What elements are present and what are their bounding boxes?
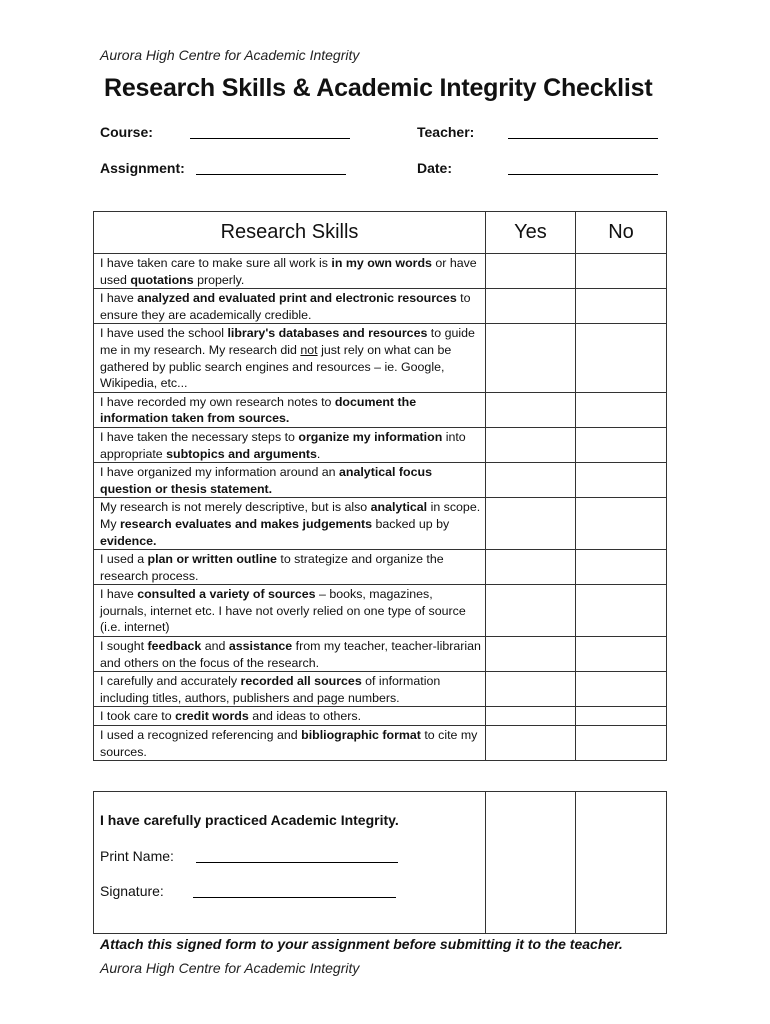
assignment-label: Assignment: (100, 160, 185, 176)
no-cell-6[interactable] (576, 463, 667, 498)
attach-instruction: Attach this signed form to your assignment before submitting it to the teacher. (100, 936, 623, 952)
table-row (94, 254, 667, 289)
no-cell-11[interactable] (576, 672, 667, 707)
teacher-label: Teacher: (417, 124, 475, 140)
skill-item-11: I carefully and accurately recorded all sources of information including titles, authors, publishers and page numbers. (94, 672, 486, 707)
no-cell-13[interactable] (576, 726, 667, 761)
print-name-field[interactable] (196, 862, 398, 863)
date-label: Date: (417, 160, 453, 176)
no-cell-3[interactable] (576, 324, 667, 392)
date-field[interactable] (508, 174, 658, 175)
yes-cell-12[interactable] (486, 707, 576, 726)
integrity-yes-cell[interactable] (486, 792, 576, 934)
table-row (94, 324, 667, 392)
skill-item-4: I have recorded my own research notes to document the information taken from sources. (94, 392, 486, 427)
yes-cell-10[interactable] (486, 637, 576, 672)
signature-field[interactable] (193, 897, 396, 898)
table-row (94, 427, 667, 462)
table-row (94, 672, 667, 707)
teacher-field[interactable] (508, 138, 658, 139)
header-yes: Yes (486, 212, 576, 254)
course-field[interactable] (190, 138, 350, 139)
skill-item-3: I have used the school library's databases and resources to guide me in my research. My research did not just rely on what can be gathered by public search engines and resources – ie. Google, Wikipedia, etc... (94, 324, 486, 392)
yes-cell-4[interactable] (486, 392, 576, 427)
assignment-field[interactable] (196, 174, 346, 175)
organization-header: Aurora High Centre for Academic Integrity (100, 47, 360, 63)
course-label: Course: (100, 124, 153, 140)
yes-cell-7[interactable] (486, 498, 576, 550)
signature-label: Signature: (100, 883, 164, 899)
integrity-statement-cell (94, 792, 486, 934)
skill-item-7: My research is not merely descriptive, but is also analytical in scope. My research evaluates and makes judgements backed up by evidence. (94, 498, 486, 550)
no-cell-2[interactable] (576, 289, 667, 324)
skill-item-9: I have consulted a variety of sources – books, magazines, journals, internet etc. I have not overly relied on one type of source (i.e. internet) (94, 585, 486, 637)
no-cell-1[interactable] (576, 254, 667, 289)
yes-cell-6[interactable] (486, 463, 576, 498)
skill-item-5: I have taken the necessary steps to organize my information into appropriate subtopics and arguments. (94, 427, 486, 462)
yes-cell-9[interactable] (486, 585, 576, 637)
skill-item-8: I used a plan or written outline to strategize and organize the research process. (94, 550, 486, 585)
yes-cell-13[interactable] (486, 726, 576, 761)
skill-item-2: I have analyzed and evaluated print and electronic resources to ensure they are academically credible. (94, 289, 486, 324)
organization-footer: Aurora High Centre for Academic Integrity (100, 960, 360, 976)
skill-item-13: I used a recognized referencing and bibliographic format to cite my sources. (94, 726, 486, 761)
table-row (94, 550, 667, 585)
table-row (94, 289, 667, 324)
yes-cell-5[interactable] (486, 427, 576, 462)
table-header-row (94, 212, 667, 254)
no-cell-10[interactable] (576, 637, 667, 672)
table-row (94, 463, 667, 498)
yes-cell-3[interactable] (486, 324, 576, 392)
table-row (94, 726, 667, 761)
yes-cell-2[interactable] (486, 289, 576, 324)
print-name-label: Print Name: (100, 848, 174, 864)
skill-item-6: I have organized my information around an analytical focus question or thesis statement. (94, 463, 486, 498)
no-cell-12[interactable] (576, 707, 667, 726)
yes-cell-1[interactable] (486, 254, 576, 289)
no-cell-8[interactable] (576, 550, 667, 585)
skill-item-12: I took care to credit words and ideas to others. (94, 707, 486, 726)
table-row (94, 637, 667, 672)
no-cell-7[interactable] (576, 498, 667, 550)
no-cell-4[interactable] (576, 392, 667, 427)
skill-item-1: I have taken care to make sure all work is in my own words or have used quotations properly. (94, 254, 486, 289)
page-title: Research Skills & Academic Integrity Checklist (104, 74, 653, 102)
table-row (94, 392, 667, 427)
no-cell-5[interactable] (576, 427, 667, 462)
integrity-statement: I have carefully practiced Academic Integrity. (100, 812, 399, 828)
yes-cell-8[interactable] (486, 550, 576, 585)
skill-item-10: I sought feedback and assistance from my teacher, teacher-librarian and others on the focus of the research. (94, 637, 486, 672)
table-row (94, 707, 667, 726)
no-cell-9[interactable] (576, 585, 667, 637)
integrity-no-cell[interactable] (576, 792, 667, 934)
header-research-skills: Research Skills (94, 212, 486, 254)
research-skills-table (93, 211, 667, 761)
integrity-signature-box (93, 791, 667, 934)
header-no: No (576, 212, 667, 254)
yes-cell-11[interactable] (486, 672, 576, 707)
table-row (94, 585, 667, 637)
table-row (94, 498, 667, 550)
